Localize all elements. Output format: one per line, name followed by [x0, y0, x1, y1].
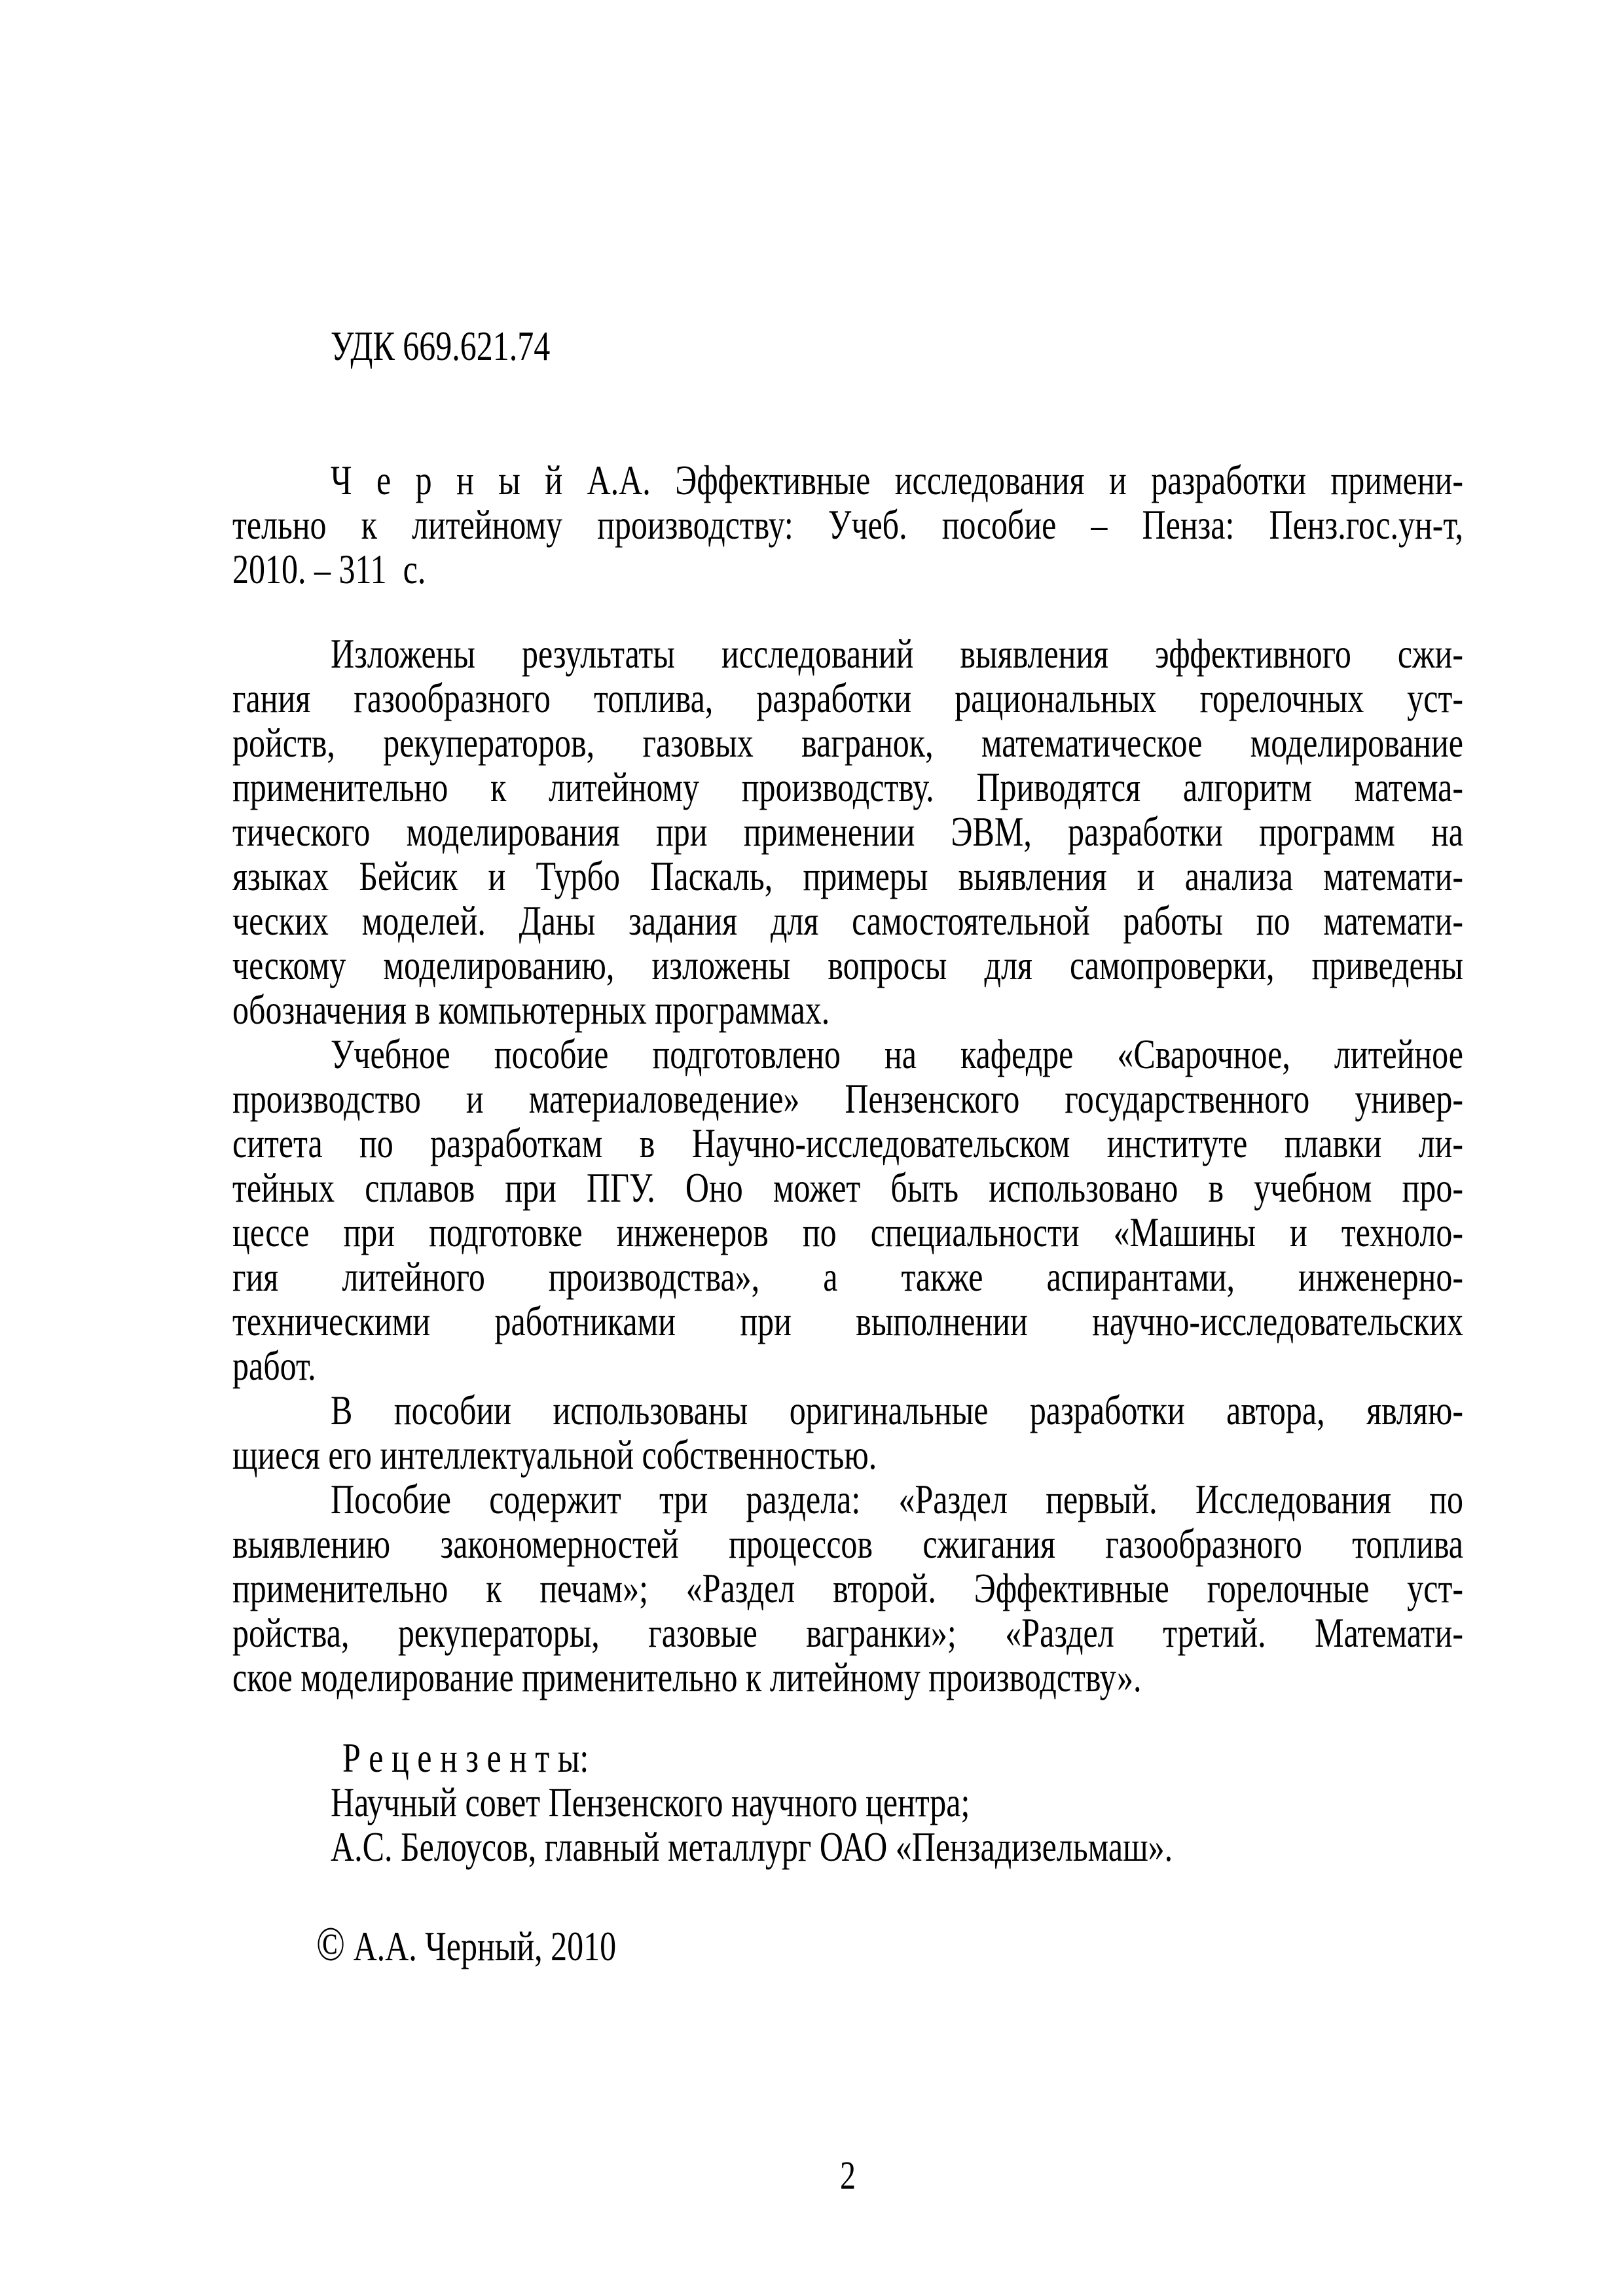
abstract-line: гания газообразного топлива, разработки рациональных горелочных уст-	[232, 674, 1463, 721]
abstract-line: ческих моделей. Даны задания для самостоятельной работы по математи-	[232, 897, 1463, 944]
copyright-symbol: ©	[316, 1916, 346, 1971]
abstract-line: цессе при подготовке инженеров по специальности «Машины и техноло-	[232, 1208, 1463, 1255]
abstract-line: техническими работниками при выполнении научно-исследовательских	[232, 1297, 1463, 1344]
abstract-line: тейных сплавов при ПГУ. Оно может быть использовано в учебном про-	[232, 1164, 1463, 1211]
udc-code: УДК 669.621.74	[331, 322, 551, 369]
abstract-line: В пособии использованы оригинальные разработки автора, являю-	[331, 1386, 1463, 1433]
reviewers-heading: Р е ц е н з е н т ы:	[342, 1734, 589, 1781]
abstract-line: ройств, рекуператоров, газовых вагранок, математическое моделирование	[232, 719, 1463, 766]
abstract-line: щиеся его интеллектуальной собственностью.	[232, 1431, 877, 1478]
abstract-line: языках Бейсик и Турбо Паскаль, примеры выявления и анализа математи-	[232, 852, 1463, 899]
citation-line: тельно к литейному производству: Учеб. пособие – Пенза: Пенз.гос.ун-т,	[232, 501, 1463, 548]
abstract-line: тического моделирования при применении ЭВМ, разработки программ на	[232, 808, 1463, 855]
abstract-line: ройства, рекуператоры, газовые вагранки»; «Раздел третий. Математи-	[232, 1609, 1463, 1656]
abstract-paragraph	[232, 632, 1463, 1032]
page-number: 2	[840, 2153, 856, 2198]
abstract-line: Пособие содержит три раздела: «Раздел первый. Исследования по	[331, 1475, 1463, 1522]
abstract-line: Изложены результаты исследований выявления эффективного сжи-	[331, 630, 1463, 677]
citation-line: Ч е р н ы й А.А. Эффективные исследования и разработки примени-	[331, 456, 1463, 503]
abstract-line: ческому моделированию, изложены вопросы для самопроверки, приведены	[232, 941, 1463, 988]
abstract-section	[232, 632, 1463, 1700]
abstract-paragraph	[232, 1388, 1463, 1477]
text-column	[232, 0, 1463, 1969]
abstract-line: Учебное пособие подготовлено на кафедре «Сварочное, литейное	[331, 1030, 1463, 1077]
abstract-line: производство и материаловедение» Пензенского государственного универ-	[232, 1075, 1463, 1122]
reviewer-item: А.С. Белоусов, главный металлург ОАО «Пензадизельмаш».	[331, 1823, 1173, 1870]
abstract-line: обозначения в компьютерных программах.	[232, 986, 830, 1033]
abstract-line: гия литейного производства», а также аспирантами, инженерно-	[232, 1253, 1463, 1300]
citation-line: 2010. – 311 с.	[232, 545, 426, 592]
abstract-paragraph	[232, 1032, 1463, 1388]
citation-paragraph	[232, 458, 1463, 592]
copyright-line	[232, 1916, 1463, 1975]
abstract-line: ское моделирование применительно к литейному производству».	[232, 1653, 1142, 1700]
copyright-text: А.А. Черный, 2010	[353, 1922, 617, 1970]
abstract-line: выявлению закономерностей процессов сжигания газообразного топлива	[232, 1520, 1463, 1567]
abstract-line: ситета по разработкам в Научно-исследовательском институте плавки ли-	[232, 1119, 1463, 1166]
reviewers-section	[232, 1736, 1463, 1869]
abstract-line: применительно к литейному производству. Приводятся алгоритм матема-	[232, 763, 1463, 810]
reviewers-list	[232, 1780, 1463, 1869]
abstract-line: применительно к печам»; «Раздел второй. Эффективные горелочные уст-	[232, 1564, 1463, 1611]
abstract-paragraph	[232, 1477, 1463, 1700]
abstract-line: работ.	[232, 1342, 316, 1389]
reviewer-item: Научный совет Пензенского научного центра;	[331, 1778, 970, 1825]
